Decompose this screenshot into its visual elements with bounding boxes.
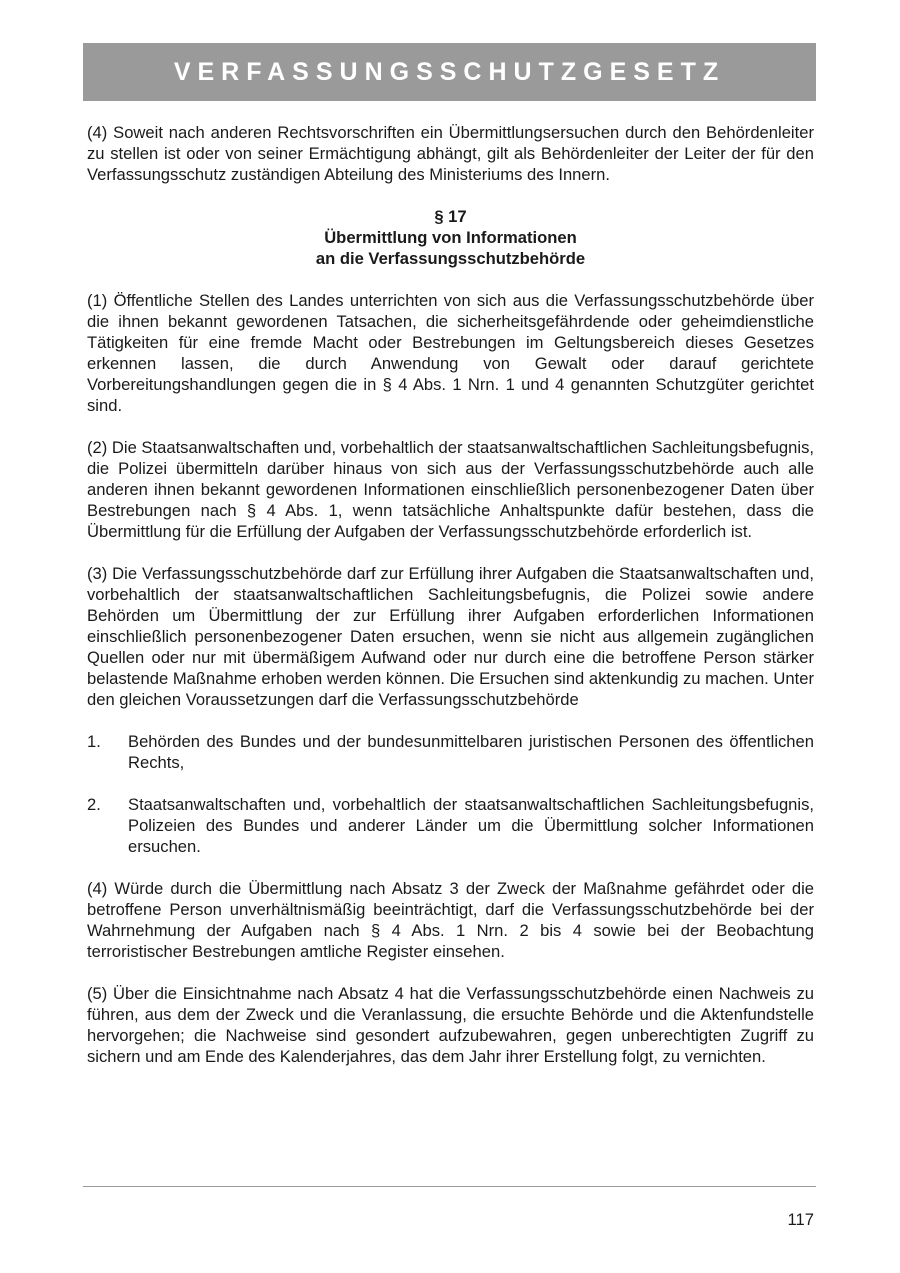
- section-heading: [87, 206, 814, 269]
- paragraph-1: (1) Öffentliche Stellen des Landes unterrichten von sich aus die Verfassungsschutzbehörde über die ihnen bekannt gewordenen Tatsachen, die sicherheitsgefährdende oder geheimdienstliche Tätigkeiten für eine fremde Macht oder Bestrebungen im Geltungsbereich dieses Gesetzes erkennen lassen, die durch Anwendung von Gewalt oder darauf gerichtete Vorbereitungshandlungen gegen die in § 4 Abs. 1 Nrn. 1 und 4 genannten Schutzgüter gerichtet sind.: [87, 291, 814, 415]
- document-title: VERFASSUNGSSCHUTZGESETZ: [173, 57, 726, 86]
- list-item-text: Staatsanwaltschaften und, vorbehaltlich der staatsanwaltschaftlichen Sachleitungsbefugnis, Polizeien des Bundes und anderer Länder um die Übermittlung solcher Informationen ersuchen.: [128, 795, 814, 856]
- list-item-number: 2.: [87, 795, 101, 814]
- page-number: 117: [787, 1210, 814, 1229]
- paragraph-5: (5) Über die Einsichtnahme nach Absatz 4 hat die Verfassungsschutzbehörde einen Nachweis zu führen, aus dem der Zweck und die Veranlassung, die ersuchte Behörde und die Aktenfundstelle hervorgehen; die Nachweise sind gesondert aufzubewahren, gegen unberechtigten Zugriff zu sichern und am Ende des Kalenderjahres, das dem Jahr ihrer Erstellung folgt, zu vernichten.: [87, 984, 814, 1066]
- footer-divider: [83, 1186, 816, 1187]
- paragraph-4: (4) Würde durch die Übermittlung nach Absatz 3 der Zweck der Maßnahme gefährdet oder die betroffene Person unverhältnismäßig beeinträchtigt, darf die Verfassungsschutzbehörde bei der Wahrnehmung der Aufgaben nach § 4 Abs. 1 Nrn. 2 bis 4 sowie bei der Beobachtung terroristischer Bestrebungen amtliche Register einsehen.: [87, 879, 814, 961]
- document-body: [87, 122, 814, 1088]
- intro-paragraph: (4) Soweit nach anderen Rechtsvorschriften ein Übermittlungsersuchen durch den Behördenleiter zu stellen ist oder von seiner Ermächtigung abhängt, gilt als Behördenleiter der Leiter der für den Verfassungsschutz zuständigen Abteilung des Ministeriums des Innern.: [87, 123, 814, 184]
- section-title-line-2: an die Verfassungsschutzbehörde: [315, 249, 586, 268]
- page-header-bar: [83, 43, 816, 101]
- paragraph-2: (2) Die Staatsanwaltschaften und, vorbehaltlich der staatsanwaltschaftlichen Sachleitungsbefugnis, die Polizei übermitteln darüber hinaus von sich aus der Verfassungsschutzbehörde auch alle anderen ihnen bekannt gewordenen Informationen einschließlich personenbezogener Daten über Bestrebungen nach § 4 Abs. 1, wenn tatsächliche Anhaltspunkte dafür bestehen, dass die Übermittlung für die Erfüllung der Aufgaben der Verfassungsschutzbehörde erforderlich ist.: [87, 438, 814, 541]
- section-number: § 17: [434, 207, 467, 226]
- list-item-text: Behörden des Bundes und der bundesunmittelbaren juristischen Personen des öffentlichen Rechts,: [128, 732, 814, 772]
- list-item: [87, 794, 814, 857]
- numbered-list: [87, 731, 814, 857]
- paragraph-3: (3) Die Verfassungsschutzbehörde darf zur Erfüllung ihrer Aufgaben die Staatsanwaltschaften und, vorbehaltlich der staatsanwaltschaftlichen Sachleitungsbefugnis, die Polizei sowie andere Behörden um Übermittlung der zur Erfüllung ihrer Aufgaben erforderlichen Informationen einschließlich personenbezogener Daten ersuchen, wenn sie nicht aus allgemein zugänglichen Quellen oder nur mit übermäßigem Aufwand oder nur durch eine die betroffene Person stärker belastende Maßnahme erhoben werden können. Die Ersuchen sind aktenkundig zu machen. Unter den gleichen Voraussetzungen darf die Verfassungsschutzbehörde: [87, 564, 814, 709]
- section-title-line-1: Übermittlung von Informationen: [324, 228, 577, 247]
- list-item: [87, 731, 814, 773]
- list-item-number: 1.: [87, 732, 101, 751]
